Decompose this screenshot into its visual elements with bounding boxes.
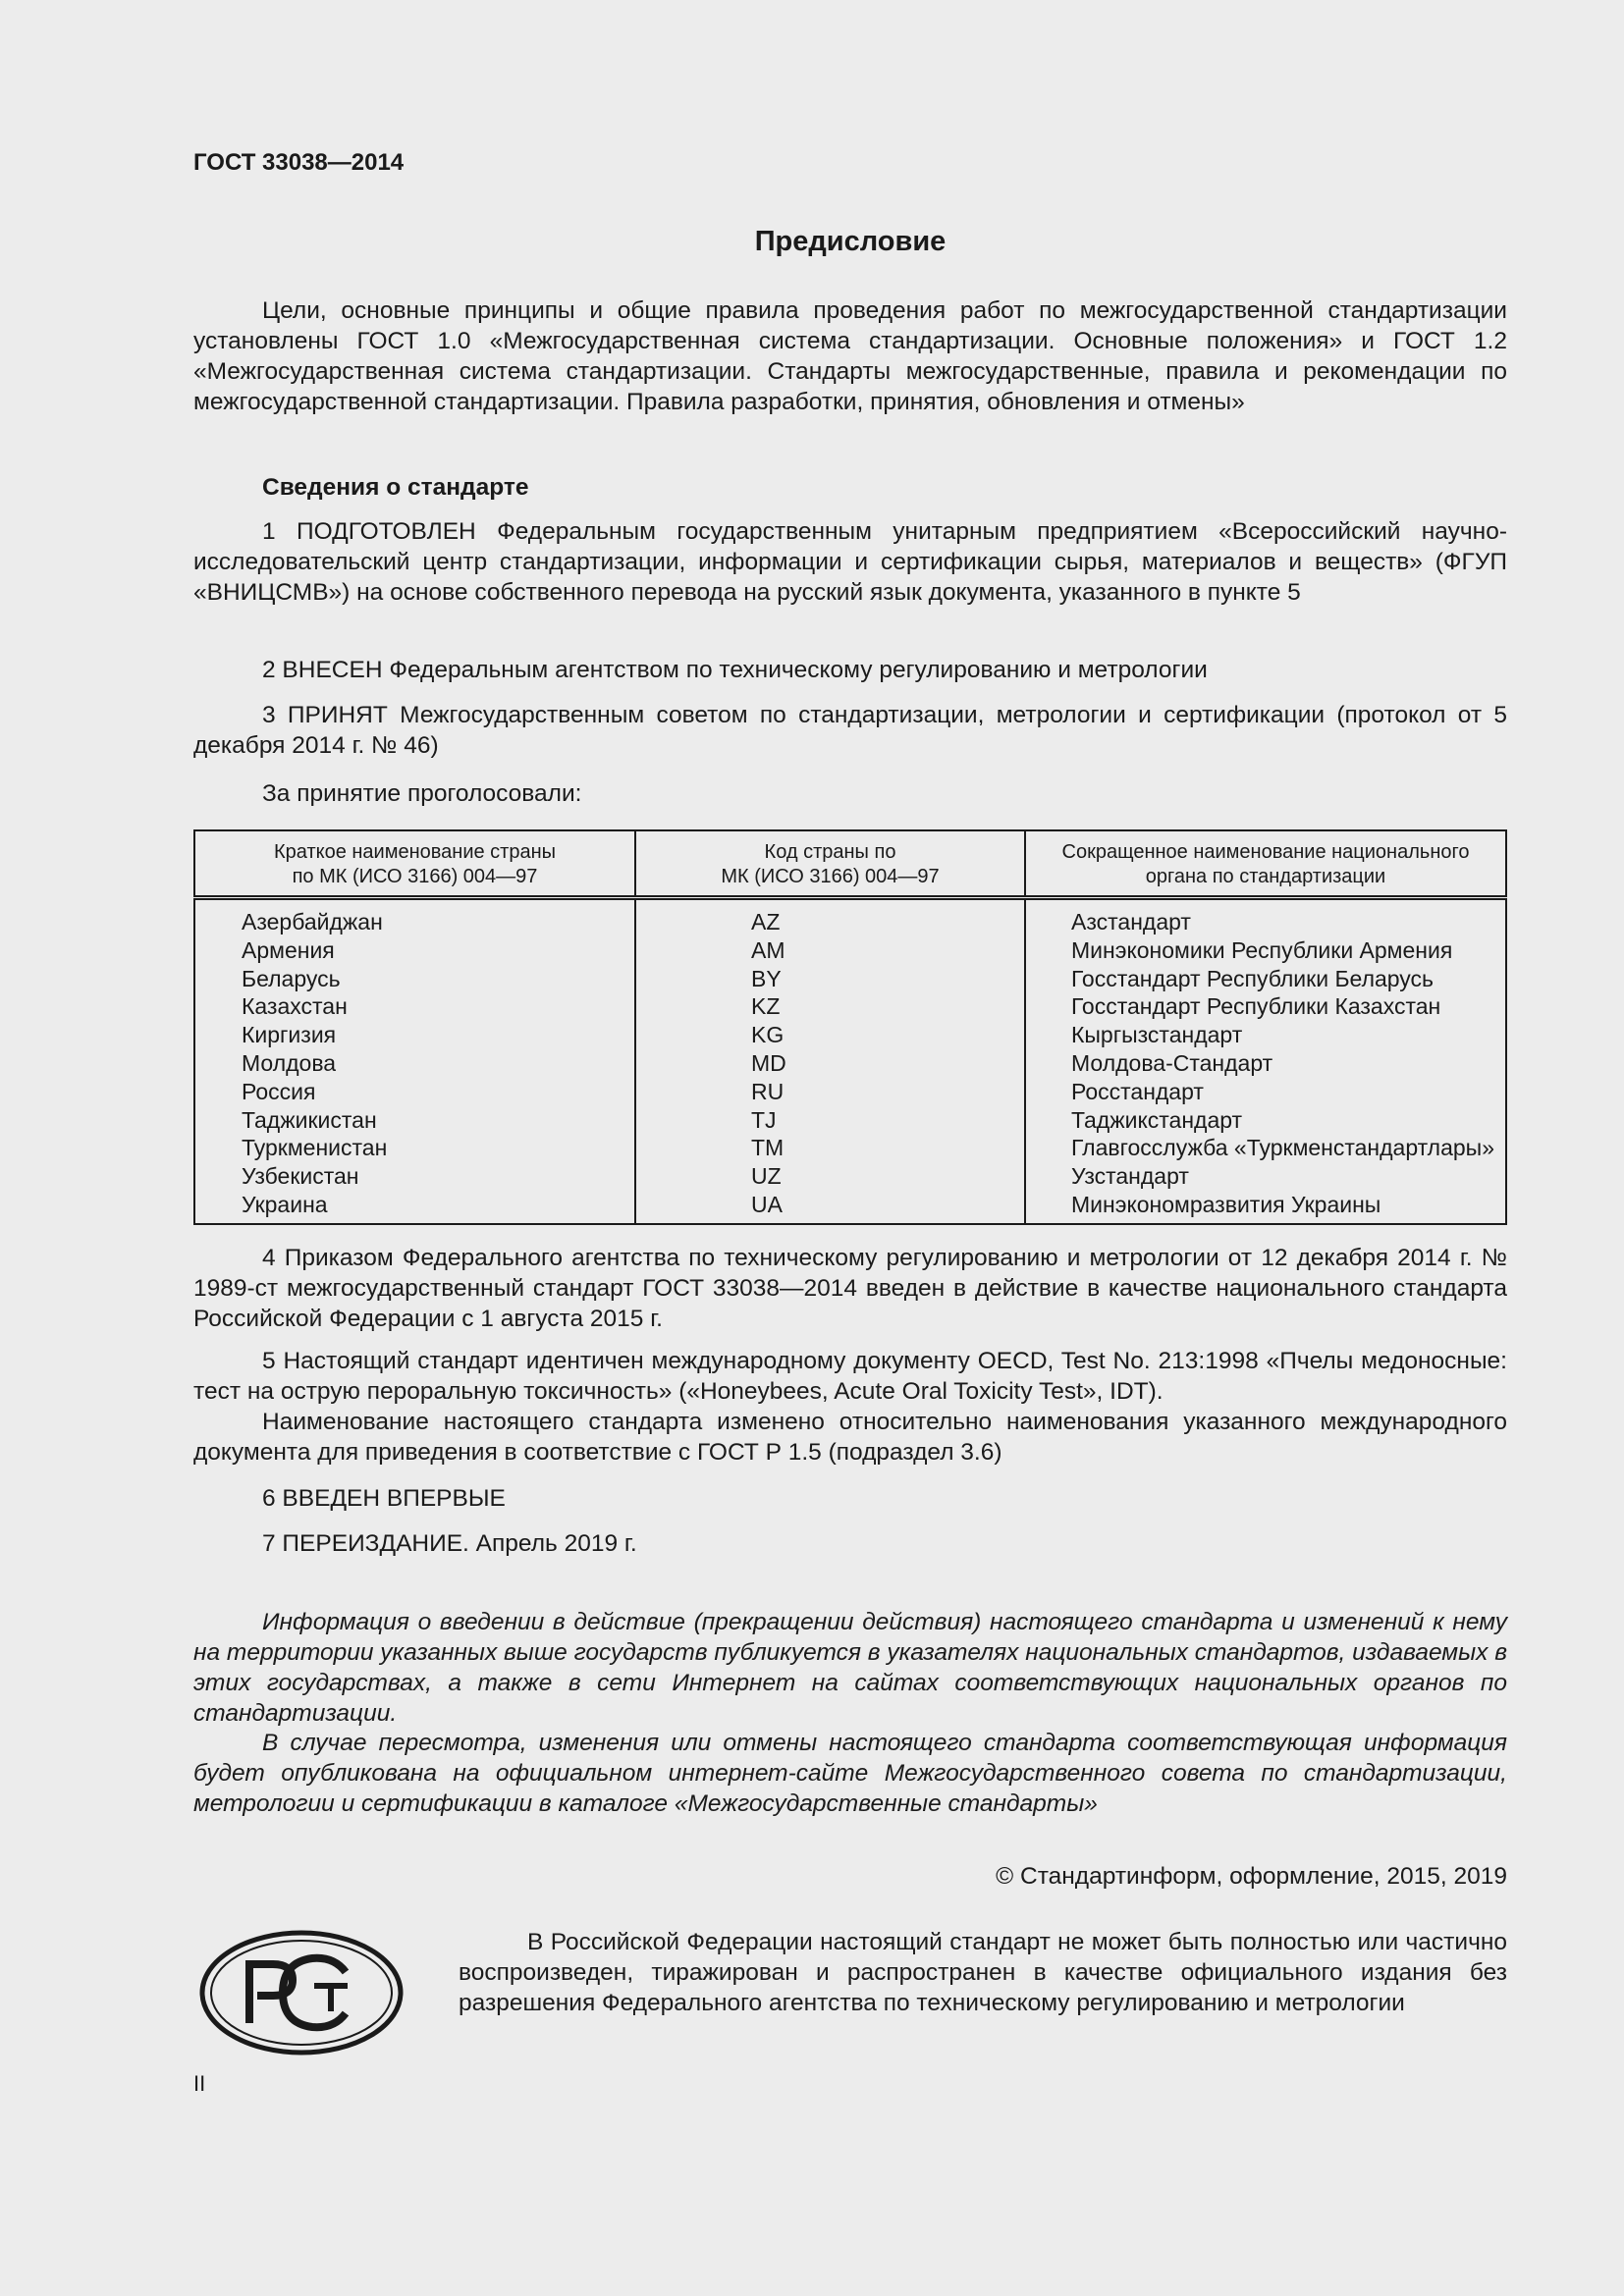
- country-cell: Азербайджан: [194, 898, 635, 936]
- body-cell: Узстандарт: [1025, 1162, 1506, 1191]
- body-cell: Госстандарт Республики Казахстан: [1025, 992, 1506, 1021]
- rst-conformity-mark-icon: [198, 1929, 405, 2056]
- country-cell: Таджикистан: [194, 1106, 635, 1135]
- table-row: [194, 1162, 1506, 1191]
- table-row: [194, 936, 1506, 965]
- code-cell: UA: [635, 1191, 1025, 1224]
- page-title: Предисловие: [754, 226, 947, 257]
- header-code: Код страны по МК (ИСО 3166) 004—97: [635, 830, 1025, 898]
- item-7: 7 ПЕРЕИЗДАНИЕ. Апрель 2019 г.: [262, 1530, 637, 1557]
- item-6: 6 ВВЕДЕН ВПЕРВЫЕ: [262, 1485, 506, 1512]
- item-1: 1 ПОДГОТОВЛЕН Федеральным государственным унитарным предприятием «Всероссийский научно-исследовательский центр стандартизации, информации и сертификации сырья, материалов и веществ» (ФГУП «ВНИЦСМВ») на основе собственного перевода на русский язык документа, указанного в пункте 5: [193, 518, 1507, 606]
- code-cell: AZ: [635, 898, 1025, 936]
- body-cell: Минэкономики Республики Армения: [1025, 936, 1506, 965]
- country-cell: Казахстан: [194, 992, 635, 1021]
- notes-paragraph-1: Информация о введении в действие (прекращении действия) настоящего стандарта и изменений к нему на территории указанных выше государств публикуется в указателях национальных стандартов, издаваемых в этих государствах, а также в сети Интернет на сайтах соответствующих национальных органов по стандартизации.: [193, 1609, 1507, 1727]
- code-cell: BY: [635, 965, 1025, 993]
- item-4: 4 Приказом Федерального агентства по техническому регулированию и метрологии от 12 декабря 2014 г. № 1989-ст межгосударственный стандарт ГОСТ 33038—2014 введен в действие в качестве национального стандарта Российской Федерации с 1 августа 2015 г.: [193, 1245, 1507, 1332]
- table-row: [194, 1134, 1506, 1162]
- document-code: ГОСТ 33038—2014: [193, 149, 405, 176]
- body-cell: Росстандарт: [1025, 1078, 1506, 1106]
- table-row: [194, 992, 1506, 1021]
- item-2: 2 ВНЕСЕН Федеральным агентством по техническому регулированию и метрологии: [262, 657, 1208, 683]
- country-cell: Киргизия: [194, 1021, 635, 1049]
- intro-paragraph: Цели, основные принципы и общие правила проведения работ по межгосударственной стандартизации установлены ГОСТ 1.0 «Межгосударственная система стандартизации. Основные положения» и ГОСТ 1.2 «Межгосударственная система стандартизации. Стандарты межгосударственные, правила и рекомендации по межгосударственной стандартизации. Правила разработки, принятия, обновления и отмены»: [193, 297, 1507, 415]
- body-cell: Главгосслужба «Туркменстандартлары»: [1025, 1134, 1506, 1162]
- body-cell: Молдова-Стандарт: [1025, 1049, 1506, 1078]
- item-5: 5 Настоящий стандарт идентичен международному документу OECD, Test No. 213:1998 «Пчелы медоносные: тест на острую пероральную токсичность» («Honeybees, Acute Oral Toxicity Test», IDT).: [193, 1348, 1507, 1405]
- code-cell: KZ: [635, 992, 1025, 1021]
- table-row: [194, 1021, 1506, 1049]
- voted-label: За принятие проголосовали:: [262, 780, 582, 807]
- table-row: [194, 1106, 1506, 1135]
- code-cell: TM: [635, 1134, 1025, 1162]
- body-cell: Таджикстандарт: [1025, 1106, 1506, 1135]
- code-cell: UZ: [635, 1162, 1025, 1191]
- table-row: [194, 965, 1506, 993]
- table-row: [194, 1191, 1506, 1224]
- country-cell: Беларусь: [194, 965, 635, 993]
- header-body: Сокращенное наименование национального органа по стандартизации: [1025, 830, 1506, 898]
- body-cell: Азстандарт: [1025, 898, 1506, 936]
- item-3: 3 ПРИНЯТ Межгосударственным советом по стандартизации, метрологии и сертификации (протокол от 5 декабря 2014 г. № 46): [193, 702, 1507, 759]
- item-5-note: Наименование настоящего стандарта изменено относительно наименования указанного международного документа для приведения в соответствие с ГОСТ Р 1.5 (подраздел 3.6): [193, 1409, 1507, 1466]
- copyright-line: © Стандартинформ, оформление, 2015, 2019: [996, 1863, 1507, 1890]
- code-cell: AM: [635, 936, 1025, 965]
- body-cell: Кыргызстандарт: [1025, 1021, 1506, 1049]
- code-cell: TJ: [635, 1106, 1025, 1135]
- table-header-row: [194, 830, 1506, 898]
- member-states-table: [193, 829, 1507, 1225]
- code-cell: KG: [635, 1021, 1025, 1049]
- code-cell: RU: [635, 1078, 1025, 1106]
- header-country: Краткое наименование страны по МК (ИСО 3166) 004—97: [194, 830, 635, 898]
- country-cell: Узбекистан: [194, 1162, 635, 1191]
- page-number: II: [193, 2071, 206, 2096]
- body-cell: Госстандарт Республики Беларусь: [1025, 965, 1506, 993]
- notes-paragraph-2: В случае пересмотра, изменения или отмены настоящего стандарта соответствующая информация будет опубликована на официальном интернет-сайте Межгосударственного совета по стандартизации, метрологии и сертификации в каталоге «Межгосударственные стандарты»: [193, 1730, 1507, 1817]
- code-cell: MD: [635, 1049, 1025, 1078]
- country-cell: Россия: [194, 1078, 635, 1106]
- table-row: [194, 1078, 1506, 1106]
- legal-notice: В Российской Федерации настоящий стандарт не может быть полностью или частично воспроизведен, тиражирован и распространен в качестве официального издания без разрешения Федерального агентства по техническому регулированию и метрологии: [459, 1929, 1507, 2016]
- country-cell: Туркменистан: [194, 1134, 635, 1162]
- country-cell: Армения: [194, 936, 635, 965]
- table-row: [194, 1049, 1506, 1078]
- body-cell: Минэкономразвития Украины: [1025, 1191, 1506, 1224]
- country-cell: Молдова: [194, 1049, 635, 1078]
- table-row: [194, 898, 1506, 936]
- country-cell: Украина: [194, 1191, 635, 1224]
- info-heading: Сведения о стандарте: [262, 474, 529, 501]
